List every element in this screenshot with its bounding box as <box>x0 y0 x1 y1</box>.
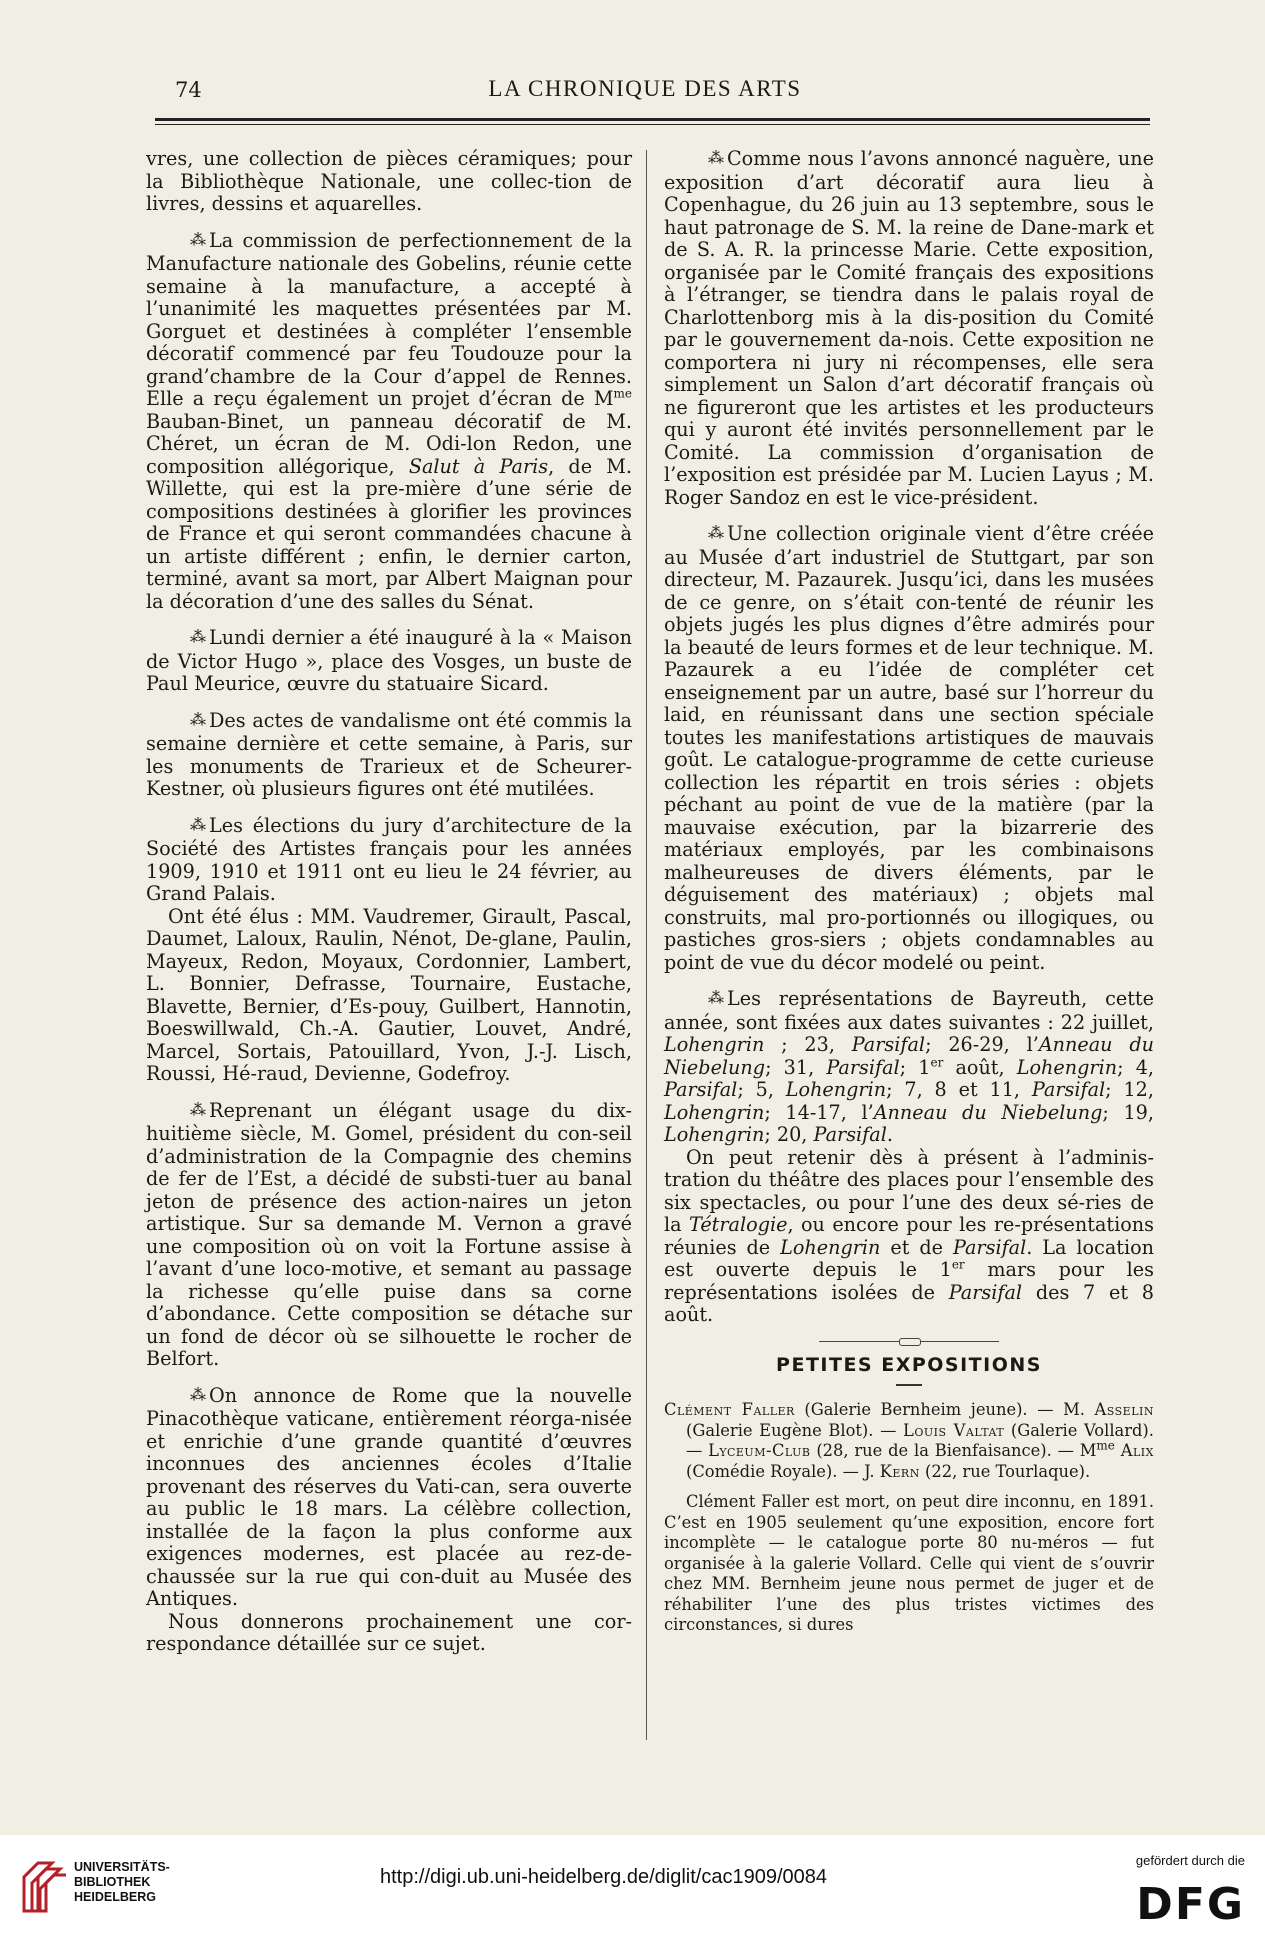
left-column <box>146 148 632 1670</box>
exhibitions-list: Clément Faller (Galerie Bernheim jeune). — M. Asselin (Galerie Eugène Blot). — Louis Valtat (Galerie Vollard). — Lyceum-Club (28, rue de la Bienfaisance). — $M^{me}$ Alix (Comédie Royale). — J. Kern (22, rue Tourlaque). <box>664 1400 1154 1481</box>
asterism-icon: ⁂ <box>708 148 723 167</box>
asterism-icon: ⁂ <box>190 627 205 646</box>
left-paragraph-pinacotheque: ⁂ On annonce de Rome que la nouvelle Pinacothèque vaticane, entièrement réorga-nisée et enrichie d’une grande quantité d’œuvres inconnues des anciennes écoles d’Italie provenant des réserves du Vati-can, sera ouverte au public le 18 mars. La célèbre collection, installée de la façon la plus conforme aux exigences modernes, est placée au rez-de-chaussée sur la rue qui con-duit au Musée des Antiques. <box>146 1383 632 1610</box>
left-paragraph-jeton: ⁂ Reprenant un élégant usage du dix-huitième siècle, M. Gomel, président du con-seil d’administration de la Compagnie des chemins de fer de l’Est, a décidé de substi-tuer au banal jeton de présence des action-naires un jeton artistique. Sur sa demande M. Vernon a gravé une composition où on voit la Fortune assise à l’avant d’une loco-motive, et semant au passage la richesse qu’elle puise dans sa corne d’abondance. Cette composition se détache sur un fond de décor où se silhouette le rocher de Belfort. <box>146 1098 632 1370</box>
section-title-petites-expositions: PETITES EXPOSITIONS <box>776 1353 1042 1376</box>
university-library-logo-icon <box>18 1857 70 1915</box>
asterism-icon: ⁂ <box>190 229 205 249</box>
dfg-logo: DFG <box>1136 1879 1245 1930</box>
right-column <box>664 148 1154 1650</box>
header-rule <box>155 118 1150 125</box>
right-paragraph-location: On peut retenir dès à présent à l’adminis-tration du théâtre des places pour l’ensemble des six spectacles, ou pour l’une des deux sé-ries de la Tétralogie, ou encore pour les re-présentations réunies de Lohengrin et de Parsifal. La location est ouverte depuis le 1er mars pour les représentations isolées de Parsifal des 7 et 8 août. <box>664 1145 1155 1326</box>
journal-title: LA CHRONIQUE DES ARTS <box>488 76 802 101</box>
source-url-link[interactable]: http://digi.ub.uni-heidelberg.de/diglit/cac1909/0084 <box>380 1866 827 1888</box>
page-number: 74 <box>175 78 202 102</box>
asterism-icon: ⁂ <box>190 1099 205 1119</box>
left-paragraph-gobelins: ⁂ La commission de perfectionnement de la Manufacture nationale des Gobelins, réunie cette semaine à la manufacture, a accepté à l’unanimité les maquettes présentées par M. Gorguet et destinées à compléter l’ensemble décoratif commencé par feu Toudouze pour la grand’chambre de la Cour d’appel de Rennes. Elle a reçu également un projet d’écran de $M^{me}$ Bauban-Binet, un panneau décoratif de M. Chéret, un écran de M. Odi-lon Redon, une composition allégorique, Salut à Paris, de M. Willette, qui est la pre-mière d’une série de compositions destinées à glorifier les provinces de France et qui seront commandées chacune à un artiste différent ; enfin, le dernier carton, terminé, avant sa mort, par Albert Maignan pour la décoration d’une des salles du Sénat. <box>146 228 633 613</box>
library-name: UNIVERSITÄTS- BIBLIOTHEK HEIDELBERG <box>74 1860 170 1904</box>
digitization-footer <box>0 1835 1265 1938</box>
left-paragraph-correspondance: Nous donnerons prochainement une cor-respondance détaillée sur ce sujet. <box>146 1609 632 1655</box>
right-paragraph-bayreuth: ⁂ Les représentations de Bayreuth, cette année, sont fixées aux dates suivantes : 22 juillet, Lohengrin ; 23, Parsifal; 26-29, l’Anneau du Niebelung; 31, Parsifal; 1er août, Lohengrin; 4, Parsifal; 5, Lohengrin; 7, 8 et 11, Parsifal; 12, Lohengrin; 14-17, l’Anneau du Niebelung; 19, Lohengrin; 20, Parsifal. <box>664 987 1154 1146</box>
asterism-icon: ⁂ <box>190 814 205 834</box>
right-paragraph-stuttgart: ⁂ Une collection originale vient d’être créée au Musée d’art industriel de Stuttgart, par son directeur, M. Pazaurek. Jusqu’ici, dans les musées de ce genre, on s’était con-tenté de réunir les objets jugés les plus dignes d’être admirés pour la beauté de leurs formes et de leur technique. M. Pazaurek a eu l’idée de compléter cet enseignement par un autre, basé sur l’horreur du laid, en réunissant dans une section spéciale toutes les manifestations artistiques de mauvais goût. Le catalogue-programme de cette curieuse collection les répartit en trois séries : objets péchant au point de vue de la matière (par la mauvaise exécution, par la bizarrerie des matériaux employés, par les combinaisons malheureuses de divers éléments, par le déguisement des matériaux) ; objets mal construits, mal pro-portionnés ou illogiques, ou pastiches gros-siers ; objets condamnables au point de vue du décor modelé ou peint. <box>664 522 1154 974</box>
left-paragraph-vandalisme: ⁂ Des actes de vandalisme ont été commis la semaine dernière et cette semaine, à Paris, sur les monuments de Trarieux et de Scheurer-Kestner, où plusieurs figures ont été mutilées. <box>146 708 632 800</box>
left-paragraph-elections: ⁂ Les élections du jury d’architecture de la Société des Artistes français pour les années 1909, 1910 et 1911 ont eu lieu le 24 février, au Grand Palais. <box>146 813 632 905</box>
section-ornament-rule <box>819 1341 999 1342</box>
section-dash <box>896 1384 922 1386</box>
column-divider <box>646 150 647 1740</box>
running-head <box>140 74 1150 104</box>
right-paragraph-faller: Clément Faller est mort, on peut dire inconnu, en 1891. C’est en 1905 seulement qu’une exposition, encore fort incomplète — le catalogue porte 80 nu-méros — fut organisée à la galerie Vollard. Celle qui vient de s’ouvrir chez MM. Bernheim jeune nous permet de juger et de réhabiliter l’une des plus tristes victimes des circonstances, si dures <box>664 1492 1154 1634</box>
asterism-icon: ⁂ <box>190 709 205 729</box>
left-paragraph-elus: Ont été élus : MM. Vaudremer, Girault, Pascal, Daumet, Laloux, Raulin, Nénot, De-glane, Paulin, Mayeux, Redon, Moyaux, Cordonnier, Lambert, L. Bonnier, Defrasse, Tournaire, Eustache, Blavette, Bernier, d’Es-pouy, Guilbert, Hannotin, Boeswillwald, Ch.-A. Gautier, Louvet, André, Marcel, Sortais, Patouillard, Yvon, J.-J. Lisch, Roussi, Hé-raud, Devienne, Godefroy. <box>146 904 632 1085</box>
left-paragraph-1: vres, une collection de pièces céramiques; pour la Bibliothèque Nationale, une collec-tion de livres, dessins et aquarelles. <box>146 147 632 215</box>
funded-by-label: gefördert durch die <box>1135 1853 1245 1868</box>
asterism-icon: ⁂ <box>190 1384 205 1404</box>
left-paragraph-victor-hugo: ⁂ Lundi dernier a été inauguré à la « Maison de Victor Hugo », place des Vosges, un buste de Paul Meurice, œuvre du statuaire Sicard. <box>146 626 632 695</box>
asterism-icon: ⁂ <box>708 523 723 542</box>
right-paragraph-copenhague: ⁂ Comme nous l’avons annoncé naguère, une exposition d’art décoratif aura lieu à Copenhague, du 26 juin au 13 septembre, sous le haut patronage de S. M. la reine de Dane-mark et de S. A. R. la princesse Marie. Cette exposition, organisée par le Comité français des expositions à l’étranger, se tiendra dans le palais royal de Charlottenborg mis à la dis-position du Comité par le gouvernement da-nois. Cette exposition ne comportera ni jury ni récompenses, elle sera simplement un Salon d’art décoratif français où ne figureront que les artistes et les producteurs qui y auront été invités personnellement par le Comité. La commission d’organisation de l’exposition est présidée par M. Lucien Layus ; M. Roger Sandoz en est le vice-président. <box>664 147 1154 509</box>
asterism-icon: ⁂ <box>708 988 723 1007</box>
